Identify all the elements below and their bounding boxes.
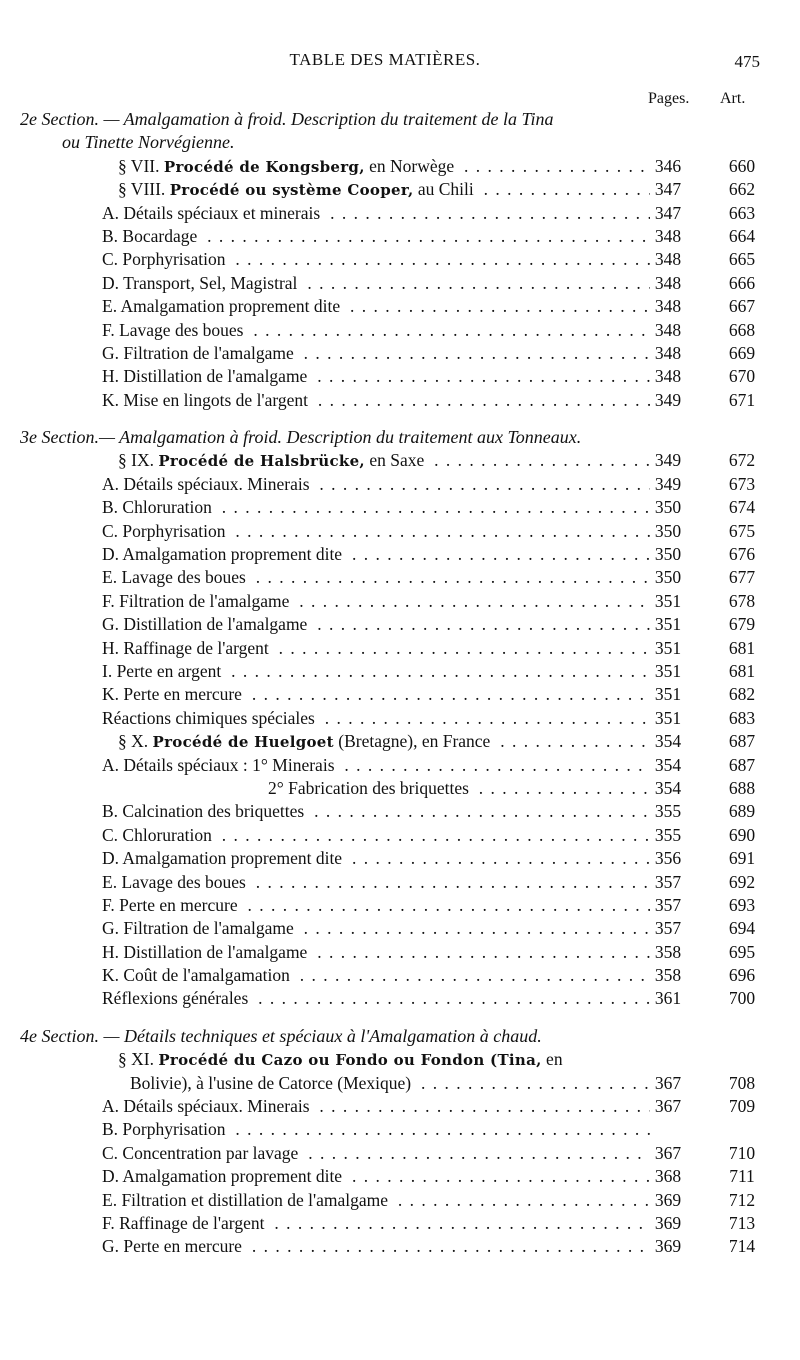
page-number-cell: 346: [654, 155, 682, 176]
section-heading-continued: [0, 131, 800, 154]
toc-entry: [0, 225, 800, 248]
page-number-cell: 357: [654, 918, 682, 939]
article-number-cell: 668: [728, 319, 756, 340]
entry-label: C. Chloruration: [102, 825, 216, 845]
toc-entry: [0, 1235, 800, 1258]
entry-label: F. Raffinage de l'argent: [102, 1213, 268, 1233]
page-number-cell: 358: [654, 941, 682, 962]
entry-title: [102, 941, 650, 964]
toc-entry: [0, 342, 800, 365]
entry-title: [102, 319, 650, 342]
article-number-cell: 667: [728, 296, 756, 317]
toc-entry: [0, 1095, 800, 1118]
entry-label: K. Mise en lingots de l'argent: [102, 390, 312, 410]
entry-title: [102, 248, 650, 271]
entry-label: G. Filtration de l'amalgame: [102, 343, 298, 363]
section-heading-line: ou Tinette Norvégienne.: [62, 132, 235, 153]
page-number-cell: 348: [654, 272, 682, 293]
article-number-cell: 695: [728, 941, 756, 962]
page-number-cell: 354: [654, 731, 682, 752]
article-number-cell: 660: [728, 155, 756, 176]
toc-entry: [0, 1189, 800, 1212]
entry-label: B. Calcination des briquettes: [102, 801, 308, 821]
process-name: Procédé ou système Cooper,: [169, 181, 414, 200]
page-number-cell: 347: [654, 179, 682, 200]
toc-entry: [0, 707, 800, 730]
toc-entry: [0, 449, 800, 472]
toc-entry: [0, 824, 800, 847]
article-number-cell: 672: [728, 450, 756, 471]
section-number: § X.: [118, 731, 153, 752]
entry-label: I. Perte en argent: [102, 661, 225, 681]
section-heading-line: 4e Section. — Détails techniques et spéciaux à l'Amalgamation à chaud.: [20, 1025, 542, 1046]
entry-label: 2° Fabrication des briquettes: [268, 778, 473, 798]
page-number-cell: 349: [654, 389, 682, 410]
entry-label: K. Coût de l'amalgamation: [102, 965, 294, 985]
article-number-cell: 712: [728, 1189, 756, 1210]
entry-title: [102, 1165, 650, 1188]
page-number-cell: 356: [654, 848, 682, 869]
page-number-cell: 350: [654, 544, 682, 565]
page-number-cell: 357: [654, 894, 682, 915]
toc-entry: [0, 248, 800, 271]
process-name: Procédé du Cazo ou Fondo ou Fondon (Tina,: [158, 1051, 542, 1070]
article-number-cell: 666: [728, 272, 756, 293]
article-number-cell: 671: [728, 389, 756, 410]
entry-title: [102, 964, 650, 987]
toc-entry: [0, 683, 800, 706]
entry-title: [118, 155, 650, 179]
toc-entry: [0, 800, 800, 823]
page-number-cell: 350: [654, 497, 682, 518]
page-number-cell: 351: [654, 707, 682, 728]
location: (Bretagne), en France: [333, 731, 491, 752]
page-number-cell: 358: [654, 965, 682, 986]
toc-entry: [0, 1142, 800, 1165]
entry-label: A. Détails spéciaux et minerais: [102, 203, 324, 223]
page-number-cell: 367: [654, 1142, 682, 1163]
page-number-cell: 348: [654, 366, 682, 387]
section-number: § IX.: [118, 450, 159, 471]
article-number-cell: 689: [728, 801, 756, 822]
page-number-cell: 369: [654, 1189, 682, 1210]
entry-title: [102, 496, 650, 519]
entry-label: H. Distillation de l'amalgame: [102, 942, 311, 962]
page-number-cell: 369: [654, 1212, 682, 1233]
section-number: § XI.: [118, 1049, 159, 1070]
entry-label: F. Lavage des boues: [102, 320, 247, 340]
page-number-cell: 351: [654, 660, 682, 681]
running-title: TABLE DES MATIÈRES.: [289, 50, 481, 69]
page-number-cell: 347: [654, 202, 682, 223]
toc-entry: [0, 613, 800, 636]
toc-entry: [0, 987, 800, 1010]
entry-title: [102, 987, 650, 1010]
entry-title: [118, 449, 650, 473]
location: en Saxe: [364, 450, 425, 471]
location: en Norwège: [364, 155, 455, 176]
entry-title: [102, 707, 650, 730]
process-name: Procédé de Halsbrücke,: [158, 452, 365, 471]
entry-label: Réflexions générales: [102, 988, 252, 1008]
entry-label: H. Raffinage de l'argent: [102, 638, 273, 658]
entry-label: [118, 179, 478, 199]
page-number-cell: 349: [654, 450, 682, 471]
entry-title: [102, 1189, 650, 1212]
article-number-cell: 670: [728, 366, 756, 387]
entry-title: [102, 1118, 650, 1141]
toc-entry: [0, 660, 800, 683]
toc-entry: [0, 917, 800, 940]
entry-label: E. Amalgamation proprement dite: [102, 296, 344, 316]
section-heading: [0, 1025, 800, 1048]
entry-label: B. Bocardage: [102, 226, 201, 246]
article-number-cell: 693: [728, 894, 756, 915]
entry-title: [102, 683, 650, 706]
page-number-cell: 367: [654, 1096, 682, 1117]
toc-entry: [0, 543, 800, 566]
article-number-cell: 678: [728, 590, 756, 611]
article-number-cell: 662: [728, 179, 756, 200]
entry-title: [102, 1142, 650, 1165]
entry-title: [102, 824, 650, 847]
entry-label: D. Amalgamation proprement dite: [102, 848, 346, 868]
entry-title: [102, 871, 650, 894]
entry-title: [102, 520, 650, 543]
toc-entry: [0, 637, 800, 660]
toc-entry: [0, 941, 800, 964]
entry-title: [102, 847, 650, 870]
toc-entry: [0, 730, 800, 753]
page-number-cell: 350: [654, 567, 682, 588]
entry-label: D. Amalgamation proprement dite: [102, 1166, 346, 1186]
article-number-cell: 696: [728, 965, 756, 986]
article-number-cell: 687: [728, 731, 756, 752]
page-number-cell: 348: [654, 319, 682, 340]
page-number-cell: 355: [654, 801, 682, 822]
article-number-cell: 681: [728, 660, 756, 681]
article-number-cell: 675: [728, 520, 756, 541]
page-number-cell: 367: [654, 1072, 682, 1093]
page-number-cell: 354: [654, 777, 682, 798]
entry-title: [102, 800, 650, 823]
entry-title: [102, 389, 650, 412]
toc-entry: [0, 202, 800, 225]
entry-title: [102, 295, 650, 318]
entry-title: [102, 202, 650, 225]
page-number-cell: 348: [654, 342, 682, 363]
entry-label: B. Porphyrisation: [102, 1119, 229, 1139]
entry-label: C. Porphyrisation: [102, 521, 229, 541]
page-number-cell: 348: [654, 249, 682, 270]
page-number-cell: 368: [654, 1166, 682, 1187]
page-number-cell: 369: [654, 1236, 682, 1257]
page-number-cell: 351: [654, 590, 682, 611]
toc-entry: [0, 1165, 800, 1188]
section-gap: [0, 412, 800, 426]
toc-entry: [0, 178, 800, 201]
section-heading: [0, 108, 800, 131]
entry-title: [102, 590, 650, 613]
article-number-cell: 679: [728, 614, 756, 635]
article-number-cell: 692: [728, 871, 756, 892]
article-number-cell: 691: [728, 848, 756, 869]
section-number: § VII.: [118, 155, 164, 176]
section-number: § VIII.: [118, 179, 170, 200]
entry-label: [118, 1049, 567, 1069]
section-heading: [0, 426, 800, 449]
page-number-cell: 348: [654, 225, 682, 246]
toc-entry: [0, 964, 800, 987]
entry-label: [118, 156, 458, 176]
article-number-cell: 664: [728, 225, 756, 246]
entry-label: C. Concentration par lavage: [102, 1143, 302, 1163]
entry-label: B. Chloruration: [102, 497, 216, 517]
article-number-cell: 674: [728, 497, 756, 518]
page-number-cell: 348: [654, 296, 682, 317]
toc-entry: [0, 1118, 800, 1141]
column-headings: [0, 90, 800, 110]
toc-entry: [0, 566, 800, 589]
toc-entry: [0, 496, 800, 519]
toc-entry: [0, 847, 800, 870]
article-number-cell: 673: [728, 473, 756, 494]
page-number-cell: 350: [654, 520, 682, 541]
entry-label: Bolivie), à l'usine de Catorce (Mexique): [130, 1073, 415, 1093]
entry-title: [102, 1235, 650, 1258]
article-number-cell: 676: [728, 544, 756, 565]
toc-entry: [0, 295, 800, 318]
entry-label: G. Filtration de l'amalgame: [102, 918, 298, 938]
page-number-cell: 361: [654, 988, 682, 1009]
entry-label: G. Perte en mercure: [102, 1236, 246, 1256]
toc-entry: [0, 590, 800, 613]
toc-entry: [0, 1212, 800, 1235]
article-number-cell: 669: [728, 342, 756, 363]
entry-title: [118, 178, 650, 202]
article-number-cell: 710: [728, 1142, 756, 1163]
toc-entry: [0, 272, 800, 295]
article-number-cell: 700: [728, 988, 756, 1009]
table-of-contents: [0, 108, 800, 1259]
article-number-cell: 687: [728, 754, 756, 775]
page-number-cell: 351: [654, 614, 682, 635]
entry-label: K. Perte en mercure: [102, 684, 246, 704]
article-number-cell: 681: [728, 637, 756, 658]
process-name: Procédé de Kongsberg,: [163, 157, 365, 176]
article-number-cell: 682: [728, 684, 756, 705]
entry-label: E. Filtration et distillation de l'amalgame: [102, 1190, 392, 1210]
entry-label: D. Transport, Sel, Magistral: [102, 273, 301, 293]
entry-title: [118, 730, 650, 754]
article-number-cell: 713: [728, 1212, 756, 1233]
entry-title: [268, 777, 650, 800]
entry-label: H. Distillation de l'amalgame: [102, 366, 311, 386]
entry-label: E. Lavage des boues: [102, 872, 250, 892]
toc-entry: [0, 473, 800, 496]
article-number-cell: 663: [728, 202, 756, 223]
toc-entry: [0, 155, 800, 178]
article-number-cell: 690: [728, 824, 756, 845]
entry-title: [102, 225, 650, 248]
article-number-cell: 708: [728, 1072, 756, 1093]
toc-entry: [0, 520, 800, 543]
entry-title: [102, 1095, 650, 1118]
toc-entry: [0, 389, 800, 412]
page-number-cell: 357: [654, 871, 682, 892]
article-number-cell: 677: [728, 567, 756, 588]
page-number-cell: 351: [654, 637, 682, 658]
pages-column-heading: Pages.: [648, 90, 690, 107]
page-number-cell: 351: [654, 684, 682, 705]
entry-title: [102, 1212, 650, 1235]
entry-label: G. Distillation de l'amalgame: [102, 614, 311, 634]
entry-title: [118, 1048, 650, 1072]
process-name: Procédé de Huelgoet: [152, 733, 334, 752]
art-column-heading: Art.: [720, 90, 746, 107]
article-number-cell: 709: [728, 1096, 756, 1117]
entry-title: [102, 543, 650, 566]
entry-title: [102, 754, 650, 777]
section-gap: [0, 1011, 800, 1025]
page-header: [0, 50, 800, 74]
entry-label: F. Filtration de l'amalgame: [102, 591, 293, 611]
article-number-cell: 683: [728, 707, 756, 728]
article-number-cell: 665: [728, 249, 756, 270]
location: en: [541, 1049, 563, 1070]
page-number-cell: 349: [654, 473, 682, 494]
entry-title: [102, 613, 650, 636]
entry-label: A. Détails spéciaux. Minerais: [102, 1096, 314, 1116]
entry-title: [102, 917, 650, 940]
article-number-cell: 714: [728, 1236, 756, 1257]
entry-title: [130, 1072, 650, 1095]
toc-entry: [0, 754, 800, 777]
entry-label: C. Porphyrisation: [102, 249, 229, 269]
entry-label: E. Lavage des boues: [102, 567, 250, 587]
toc-entry: [0, 894, 800, 917]
page-number-cell: 355: [654, 824, 682, 845]
entry-title: [102, 637, 650, 660]
entry-title: [102, 566, 650, 589]
page-number-cell: 354: [654, 754, 682, 775]
article-number-cell: 688: [728, 777, 756, 798]
article-number-cell: 711: [729, 1166, 755, 1187]
entry-label: Réactions chimiques spéciales: [102, 708, 319, 728]
entry-label: [118, 450, 428, 470]
page-number: 475: [734, 52, 760, 71]
article-number-cell: 694: [728, 918, 756, 939]
entry-title: [102, 365, 650, 388]
toc-entry: [0, 1072, 800, 1095]
entry-label: [118, 731, 494, 751]
toc-entry: [0, 365, 800, 388]
location: au Chili: [413, 179, 474, 200]
toc-entry: [0, 1048, 800, 1071]
entry-label: F. Perte en mercure: [102, 895, 242, 915]
section-heading-line: 3e Section.— Amalgamation à froid. Description du traitement aux Tonneaux.: [20, 427, 582, 448]
entry-label: D. Amalgamation proprement dite: [102, 544, 346, 564]
section-heading-line: 2e Section. — Amalgamation à froid. Description du traitement de la Tina: [20, 109, 554, 129]
entry-label: A. Détails spéciaux. Minerais: [102, 474, 314, 494]
entry-title: [102, 272, 650, 295]
entry-title: [102, 660, 650, 683]
toc-entry: [0, 319, 800, 342]
toc-entry: [0, 777, 800, 800]
entry-title: [102, 894, 650, 917]
entry-title: [102, 342, 650, 365]
entry-title: [102, 473, 650, 496]
entry-label: A. Détails spéciaux : 1° Minerais: [102, 755, 339, 775]
toc-entry: [0, 871, 800, 894]
